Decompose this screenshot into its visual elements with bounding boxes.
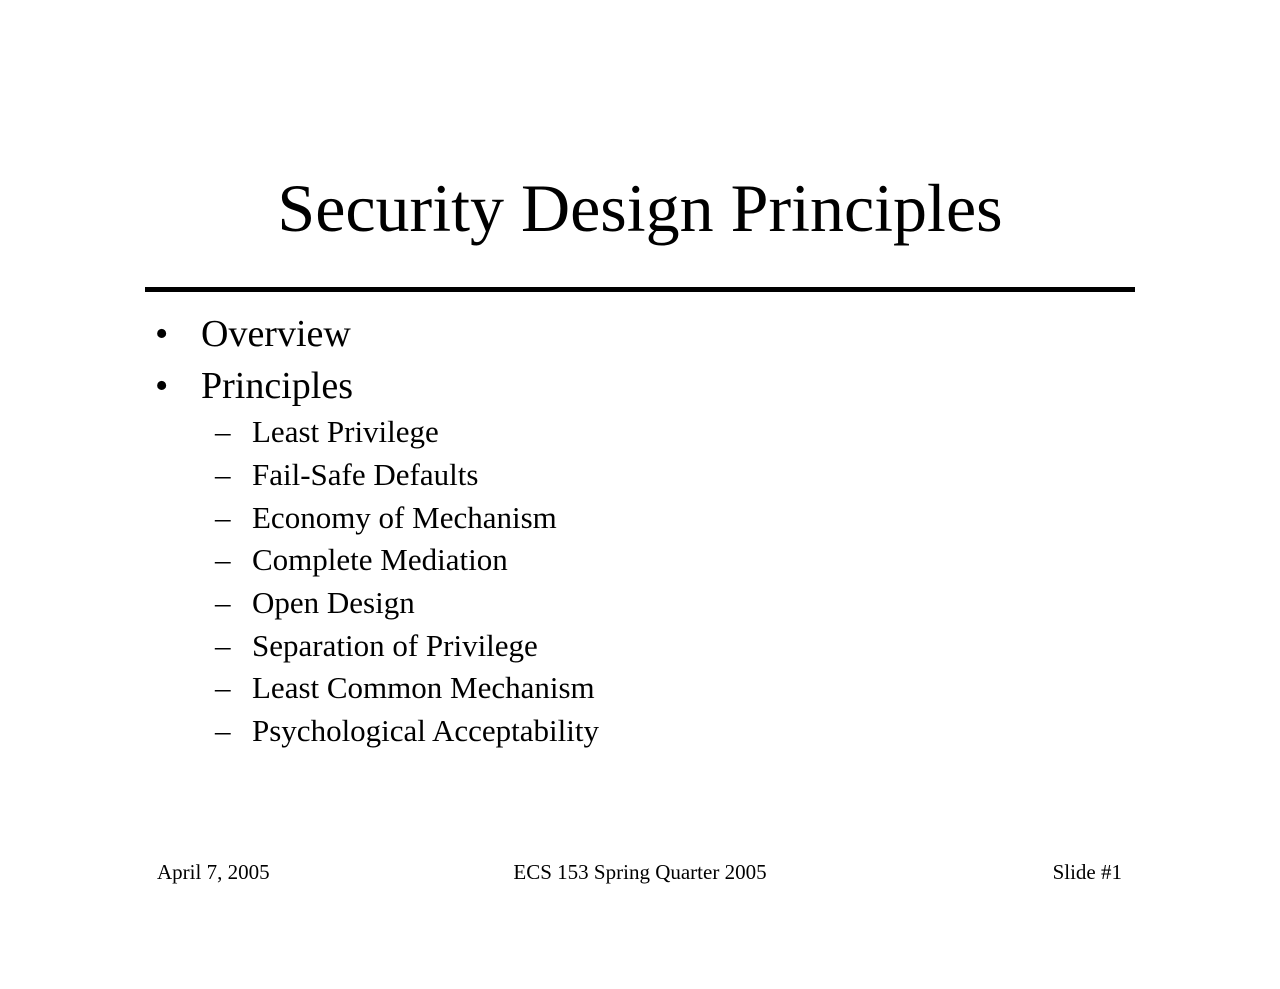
bullet-marker: • [155, 365, 169, 407]
dash-marker: – [215, 670, 231, 705]
sub-bullet-text: Separation of Privilege [252, 628, 538, 663]
dash-marker: – [215, 414, 231, 449]
dash-marker: – [215, 542, 231, 577]
dash-marker: – [215, 457, 231, 492]
sub-bullet-text: Fail-Safe Defaults [252, 457, 479, 492]
bullet-marker: • [155, 313, 169, 355]
dash-marker: – [215, 628, 231, 663]
sub-bullet-text: Economy of Mechanism [252, 500, 557, 535]
footer-course: ECS 153 Spring Quarter 2005 [513, 860, 767, 884]
dash-marker: – [215, 500, 231, 535]
sub-bullet-text: Open Design [252, 585, 415, 620]
sub-bullet-text: Least Privilege [252, 414, 439, 449]
slide-title: Security Design Principles [277, 170, 1003, 246]
sub-bullet-text: Psychological Acceptability [252, 713, 599, 748]
sub-bullet-text: Least Common Mechanism [252, 670, 595, 705]
bullet-text: Principles [201, 365, 353, 407]
bullet-text: Overview [201, 313, 351, 355]
sub-bullet-text: Complete Mediation [252, 542, 508, 577]
dash-marker: – [215, 713, 231, 748]
footer-slide-number: Slide #1 [1052, 860, 1122, 884]
dash-marker: – [215, 585, 231, 620]
footer-date: April 7, 2005 [157, 860, 270, 884]
